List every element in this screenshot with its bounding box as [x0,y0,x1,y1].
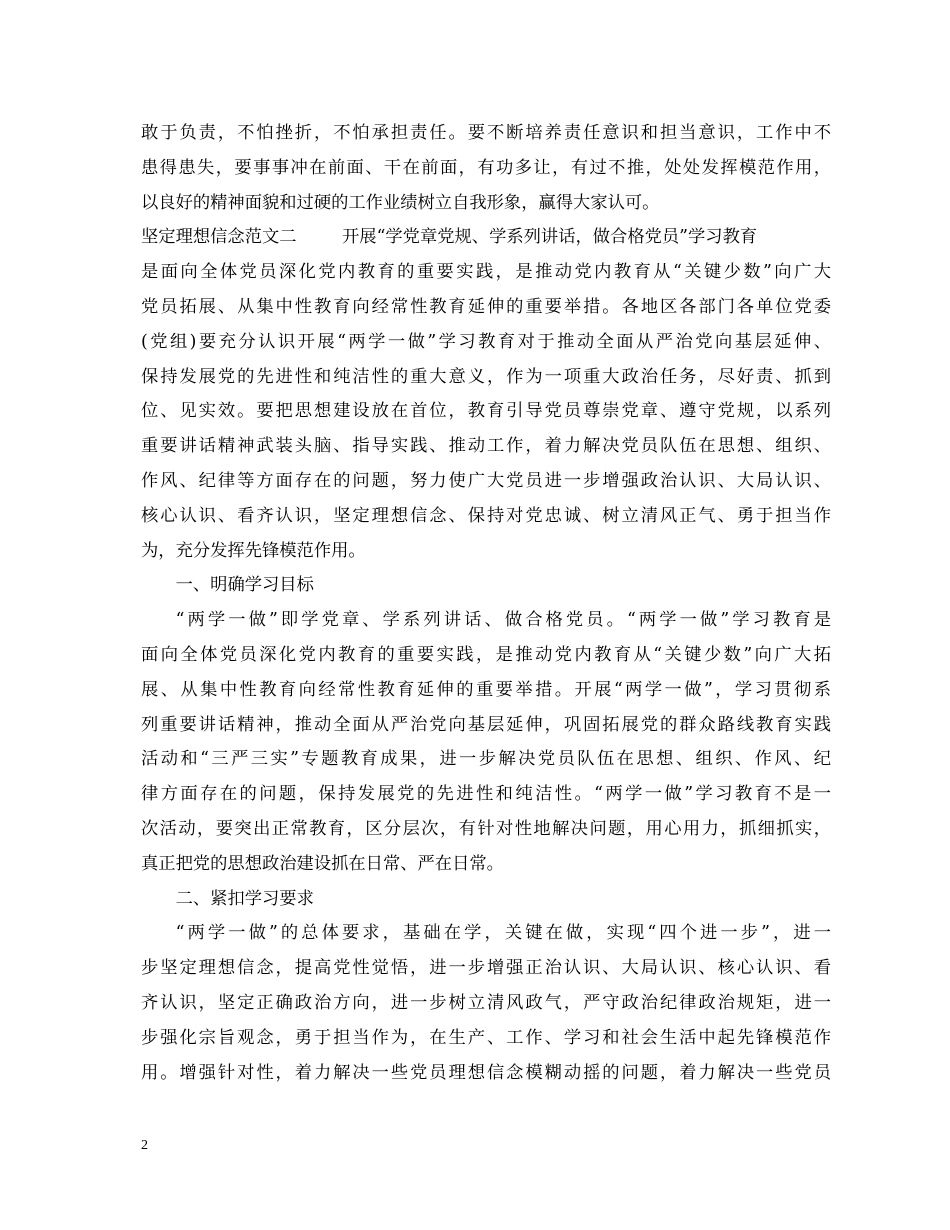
text-line: 活动和“三严三实”专题教育成果，进一步解决党员队伍在思想、组织、作风、纪 [141,749,831,770]
text-line: 步坚定理想信念，提高党性觉悟，进一步增强正治认识、大局认识、核心认识、看 [141,958,831,979]
text-line: 列重要讲话精神，推动全面从严治党向基层延伸，巩固拓展党的群众路线教育实践 [141,714,831,735]
text-line: 保持发展党的先进性和纯洁性的重大意义，作为一项重大政治任务，尽好责、抓到 [141,366,831,387]
text-line: 患得患失，要事事冲在前面、干在前面，有功多让，有过不推，处处发挥模范作用， [141,157,831,178]
text-line: 以良好的精神面貌和过硬的工作业绩树立自我形象，赢得大家认可。 [141,192,660,213]
text-line: 面向全体党员深化党内教育的重要实践，是推动党内教育从“关键少数”向广大拓 [141,644,831,665]
text-line: 作风、纪律等方面存在的问题，努力使广大党员进一步增强政治认识、大局认识、 [141,470,831,491]
section-heading: 坚定理想信念范文二 [141,227,297,248]
text-line: 齐认识，坚定正确政治方向，进一步树立清风政气，严守政治纪律政治规矩，进一 [141,992,831,1013]
text-line: 核心认识、看齐认识，坚定理想信念、保持对党忠诚、树立清风正气、勇于担当作 [141,505,831,526]
text-line: 展、从集中性教育向经常性教育延伸的重要举措。开展“两学一做”，学习贯彻系 [141,679,831,700]
text-line: 党员拓展、从集中性教育向经常性教育延伸的重要举措。各地区各部门各单位党委 [141,296,831,317]
text-line: (党组)要充分认识开展“两学一做”学习教育对于推动全面从严治党向基层延伸、 [141,331,831,352]
text-line: 位、见实效。要把思想建设放在首位，教育引导党员尊崇党章、遵守党规，以系列 [141,401,831,422]
text-line: “两学一做”即学党章、学系列讲话、做合格党员。“两学一做”学习教育是 [175,610,831,631]
text-line: 用。增强针对性，着力解决一些党员理想信念模糊动摇的问题，着力解决一些党员 [141,1062,831,1083]
text-line: 敢于负责，不怕挫折，不怕承担责任。要不断培养责任意识和担当意识，工作中不 [141,123,831,143]
text-line: 律方面存在的问题，保持发展党的先进性和纯洁性。“两学一做”学习教育不是一 [141,784,831,805]
heading-learning-requirements: 二、紧扣学习要求 [175,888,314,909]
page-number: 2 [141,1138,148,1153]
text-line: 重要讲话精神武装头脑、指导实践、推动工作，着力解决党员队伍在思想、组织、 [141,436,831,457]
text-line: 次活动，要突出正常教育，区分层次，有针对性地解决问题，用心用力，抓细抓实， [141,818,831,839]
section-heading-line [141,220,831,255]
heading-learning-goals: 一、明确学习目标 [175,575,314,596]
text-line: 步强化宗旨观念，勇于担当作为，在生产、工作、学习和社会生活中起先锋模范作 [141,1027,831,1048]
text-line: “两学一做”的总体要求，基础在学，关键在做，实现“四个进一步”，进一 [175,923,831,944]
text-line: 为，充分发挥先锋模范作用。 [141,540,366,561]
body-text [141,116,831,1090]
section-lead: 开展“学党章党规、学系列讲话，做合格党员”学习教育 [342,227,758,248]
text-line: 真正把党的思想政治建设抓在日常、严在日常。 [141,853,504,874]
text-line: 是面向全体党员深化党内教育的重要实践，是推动党内教育从“关键少数”向广大 [141,262,831,283]
